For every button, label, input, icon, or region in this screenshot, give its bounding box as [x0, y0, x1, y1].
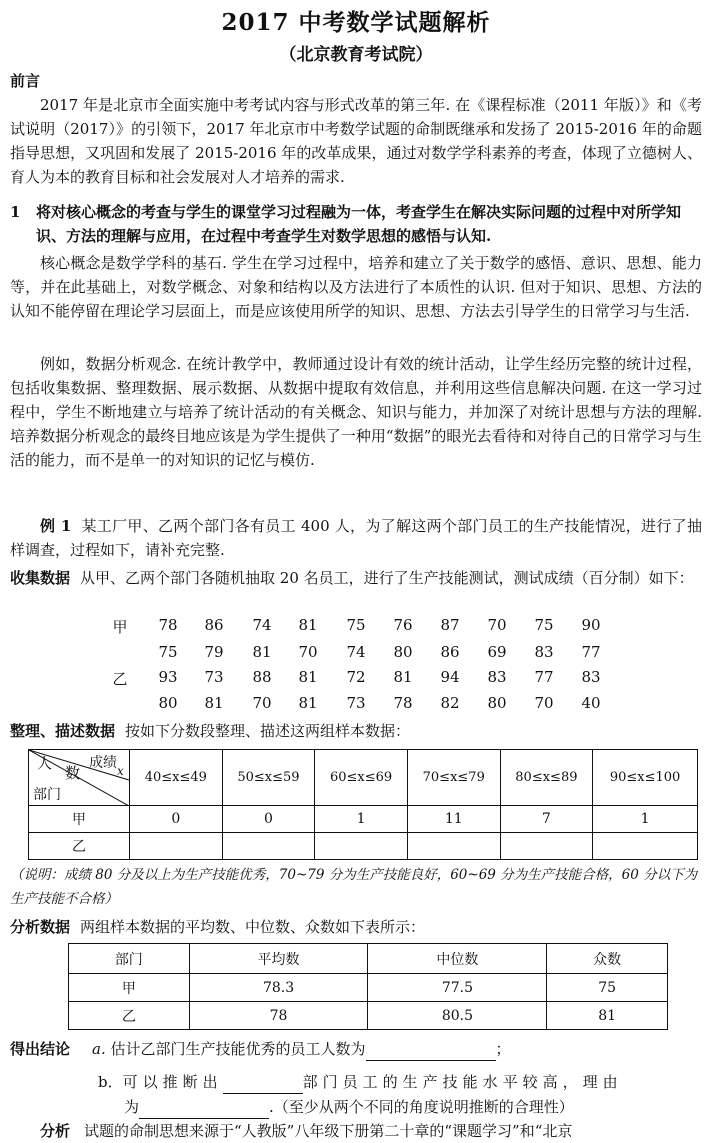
score-cell: 80	[487, 694, 507, 712]
score-cell: 72	[346, 668, 366, 686]
table-cell: 75	[547, 974, 668, 1002]
table-cell: 7	[500, 806, 593, 833]
table-cell: 11	[407, 806, 500, 833]
corner-score: 成绩	[89, 755, 117, 771]
score-cell: 83	[581, 668, 601, 686]
paragraph-core-concepts: 核心概念是数学学科的基石. 学生在学习过程中，培养和建立了关于数学的感悟、意识、思想、能力等，并在此基础上，对数学概念、对象和结构以及方法进行了本质性的认识. 但对于知识、思想、方法的认知不能停留在理论学习层面上，而是应该使用所学的知识、思想、方法去引导学生的日常学习与生活.	[10, 254, 702, 320]
score-cell: 81	[298, 668, 318, 686]
score-cell: 74	[346, 643, 366, 661]
column-header: 50≤x≤59	[222, 750, 315, 806]
table-cell: 78	[189, 1002, 368, 1030]
score-row-label: 甲	[112, 618, 128, 636]
score-cell: 86	[204, 616, 224, 634]
grading-note: （说明：成绩 80 分及以上为生产技能优秀，70~79 分为生产技能良好，60~69 分为生产技能合格，60 分以下为生产技能不合格）	[10, 867, 698, 907]
table-cell: 1	[593, 806, 698, 833]
analysis-block	[40, 1119, 702, 1143]
score-cell: 93	[158, 668, 178, 686]
organize-text: 按如下分数段整理、描述这两组样本数据：	[125, 722, 411, 740]
table-cell[interactable]	[315, 833, 408, 860]
organize-data-block	[10, 719, 702, 743]
score-cell: 69	[487, 643, 507, 661]
column-header: 部门	[69, 944, 190, 974]
corner-x: x	[117, 764, 124, 778]
page-title: 2017 中考数学试题解析	[221, 9, 491, 36]
table-cell: 乙	[69, 1002, 190, 1030]
conclusion-a-text: 估计乙部门生产技能优秀的员工人数为	[110, 1040, 366, 1058]
score-cell: 80	[158, 694, 178, 712]
analyze-label: 分析数据	[10, 918, 71, 936]
score-row	[0, 694, 712, 718]
table-row	[69, 974, 668, 1002]
conclusion-b-text4: .（至少从两个不同的角度说明推断的合理性）	[269, 1098, 574, 1116]
score-cell: 79	[204, 643, 224, 661]
score-cell: 74	[252, 616, 272, 634]
score-cell: 78	[158, 616, 178, 634]
collect-data-block	[10, 566, 702, 590]
score-cell: 40	[581, 694, 601, 712]
conclusion-b-text1: 可以推断出	[122, 1073, 223, 1091]
score-cell: 76	[393, 616, 413, 634]
score-cell: 70	[487, 616, 507, 634]
score-row	[0, 616, 712, 640]
column-header: 80≤x≤89	[500, 750, 593, 806]
row-dept: 甲	[29, 806, 130, 833]
conclusion-b-reason	[124, 1095, 702, 1119]
score-cell: 81	[204, 694, 224, 712]
score-cell: 88	[252, 668, 272, 686]
table-cell[interactable]	[500, 833, 593, 860]
section-1-number: 1	[10, 203, 21, 221]
table-cell: 0	[222, 806, 315, 833]
section-1-heading	[10, 200, 702, 248]
score-cell: 75	[158, 643, 178, 661]
paragraph-data-analysis: 例如，数据分析观念. 在统计教学中，教师通过设计有效的统计活动，让学生经历完整的统计过程，包括收集数据、整理数据、展示数据、从数据中提取有效信息，并利用这些信息解决问题. 在这一学习过程中，学生不断地建立与培养了统计活动的有关概念、知识与能力，并加深了对统计思想与方法的理解. 培养数据分析观念的最终目地应该是为学生提供了一种用“数据”的眼光去看待和对待自己的日常学习与生活的能力，而不是单一的对知识的记忆与模仿.	[10, 355, 702, 469]
score-cell: 73	[204, 668, 224, 686]
table-cell: 1	[315, 806, 408, 833]
column-header: 40≤x≤49	[130, 750, 223, 806]
table-cell: 0	[130, 806, 223, 833]
preface-heading: 前言	[10, 72, 41, 90]
conclusion-b	[98, 1070, 702, 1094]
conclusion-a	[10, 1037, 702, 1061]
answer-blank-b1[interactable]	[223, 1077, 303, 1094]
corner-dept: 部门	[33, 787, 61, 803]
organize-label: 整理、描述数据	[10, 722, 116, 740]
analysis-label: 分析	[40, 1122, 71, 1140]
conclusion-label: 得出结论	[10, 1040, 71, 1058]
table-cell[interactable]	[593, 833, 698, 860]
table-cell: 80.5	[368, 1002, 547, 1030]
table-cell[interactable]	[130, 833, 223, 860]
analyze-data-block	[10, 915, 702, 939]
table-row	[29, 833, 698, 860]
section-1-title: 将对核心概念的考查与学生的课堂学习过程融为一体，考查学生在解决实际问题的过程中对所学知识、方法的理解与应用，在过程中考查学生对数学思想的感悟与认知.	[36, 203, 682, 245]
conclusion-b-marker: b．	[98, 1073, 123, 1091]
table-cell[interactable]	[222, 833, 315, 860]
score-cell: 75	[346, 616, 366, 634]
table-cell: 77.5	[368, 974, 547, 1002]
table-cell: 78.3	[189, 974, 368, 1002]
analysis-text: 试题的命制思想来源于“人教版”八年级下册第二十章的“课题学习”和“北京	[84, 1122, 573, 1140]
column-header: 90≤x≤100	[593, 750, 698, 806]
row-dept: 乙	[29, 833, 130, 860]
corner-person: 人	[37, 754, 53, 772]
table-row	[29, 806, 698, 833]
column-header: 70≤x≤79	[407, 750, 500, 806]
table-header-row	[69, 944, 668, 974]
answer-blank-b2[interactable]	[139, 1102, 269, 1119]
corner-count: 数	[65, 764, 81, 782]
conclusion-a-marker: a.	[92, 1040, 106, 1058]
preface-paragraph: 2017 年是北京市全面实施中考考试内容与形式改革的第三年. 在《课程标准（2011 年版）》和《考试说明（2017）》的引领下，2017 年北京市中考数学试题的命制既继承和发扬了 2015-2016 年的命题指导思想，又巩固和发展了 2015-2016 年的改革成果，通过对数学学科素养的考查，体现了立德树人、育人为本的教育目标和社会发展对人才培养的需求.	[10, 96, 702, 186]
score-cell: 70	[298, 643, 318, 661]
score-distribution-table	[28, 749, 698, 860]
table-row	[69, 1002, 668, 1030]
score-row	[0, 668, 712, 692]
example-label: 例 1	[40, 517, 72, 535]
score-cell: 70	[534, 694, 554, 712]
column-header: 平均数	[189, 944, 368, 974]
score-cell: 81	[298, 616, 318, 634]
score-cell: 87	[440, 616, 460, 634]
score-cell: 83	[487, 668, 507, 686]
score-cell: 86	[440, 643, 460, 661]
score-cell: 75	[534, 616, 554, 634]
score-cell: 70	[252, 694, 272, 712]
page-subtitle: （北京教育考试院）	[279, 45, 433, 65]
score-cell: 73	[346, 694, 366, 712]
column-header: 60≤x≤69	[315, 750, 408, 806]
conclusion-b-text3: 为	[124, 1098, 140, 1116]
score-cell: 90	[581, 616, 601, 634]
column-header: 中位数	[368, 944, 547, 974]
score-cell: 77	[581, 643, 601, 661]
score-cell: 77	[534, 668, 554, 686]
score-cell: 80	[393, 643, 413, 661]
score-cell: 81	[298, 694, 318, 712]
example-1	[10, 514, 702, 562]
score-row-label: 乙	[112, 670, 128, 688]
answer-blank-a[interactable]	[366, 1044, 496, 1061]
table-header-row	[29, 750, 698, 806]
score-cell: 81	[393, 668, 413, 686]
score-cell: 94	[440, 668, 460, 686]
score-cell: 81	[252, 643, 272, 661]
example-text: 某工厂甲、乙两个部门各有员工 400 人，为了解这两个部门员工的生产技能情况，进行了抽样调查，过程如下，请补充完整.	[10, 517, 702, 559]
score-row	[0, 643, 712, 667]
collect-text: 从甲、乙两个部门各随机抽取 20 名员工，进行了生产技能测试，测试成绩（百分制）如下：	[80, 569, 694, 587]
conclusion-b-text2: 部门员工的生产技能水平较高，理由	[302, 1073, 623, 1091]
corner-cell	[29, 750, 130, 806]
score-cell: 83	[534, 643, 554, 661]
statistics-table	[68, 943, 668, 1030]
table-cell: 甲	[69, 974, 190, 1002]
table-cell: 81	[547, 1002, 668, 1030]
score-cell: 82	[440, 694, 460, 712]
table-cell[interactable]	[407, 833, 500, 860]
analyze-text: 两组样本数据的平均数、中位数、众数如下表所示：	[80, 918, 426, 936]
conclusion-a-end: ；	[495, 1040, 511, 1058]
collect-label: 收集数据	[10, 569, 71, 587]
column-header: 众数	[547, 944, 668, 974]
score-cell: 78	[393, 694, 413, 712]
